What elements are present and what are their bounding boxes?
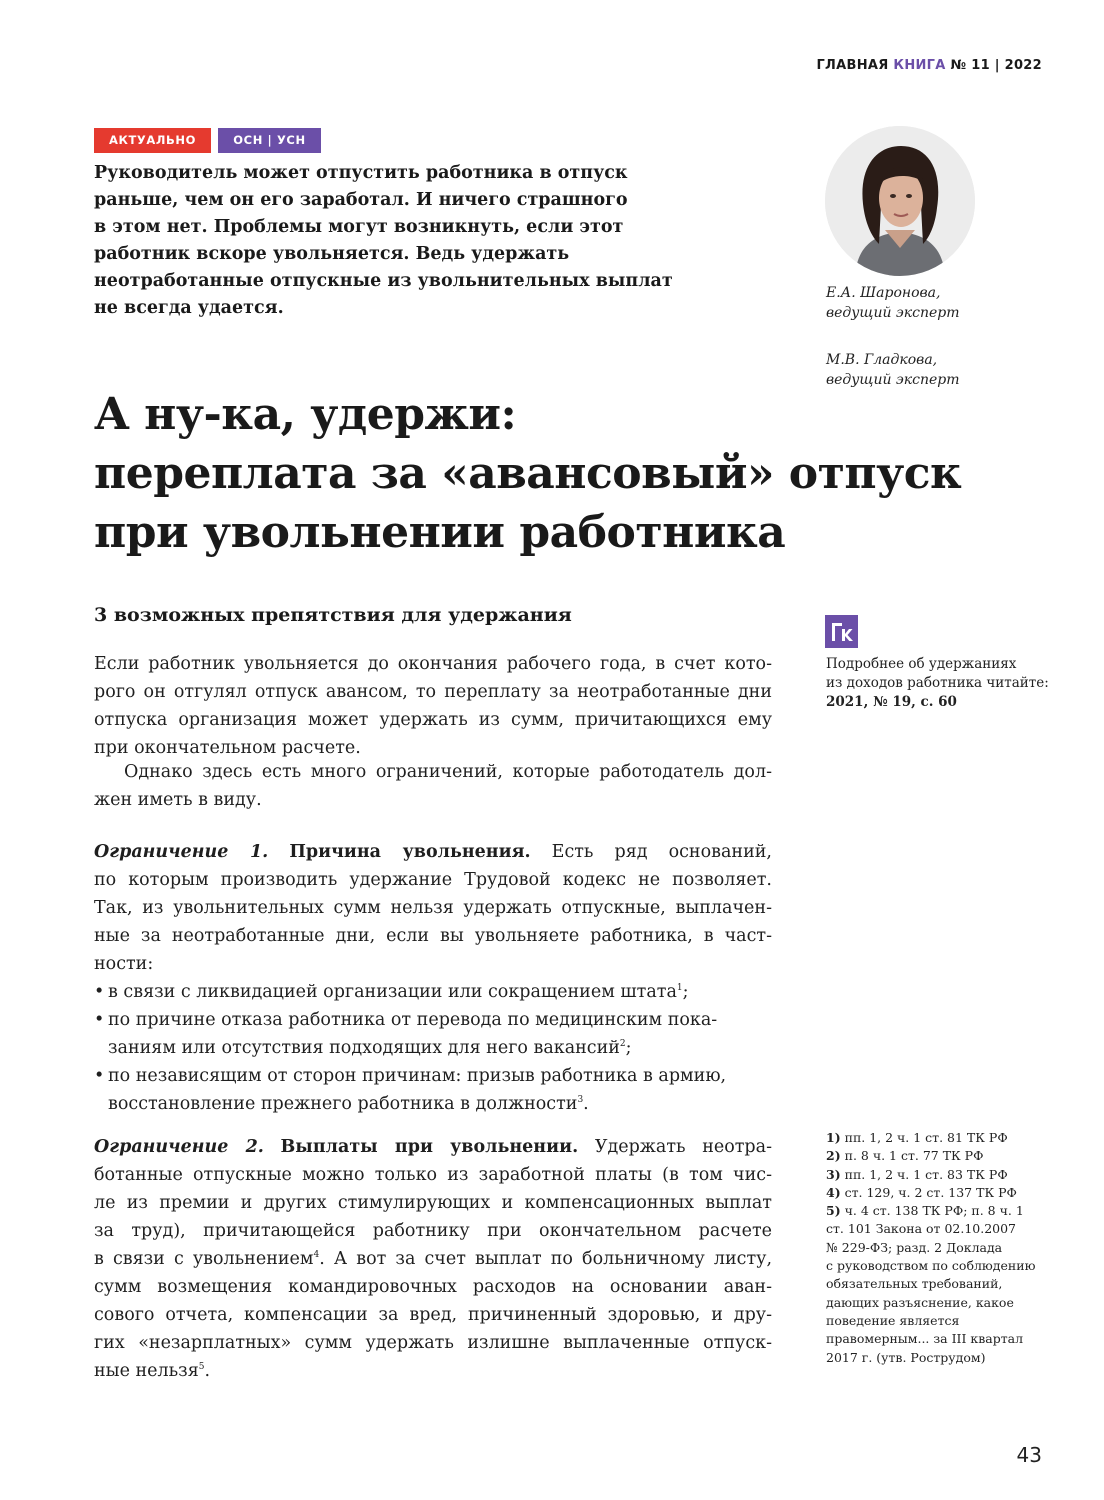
bullet-icon: • [94,982,105,1002]
bullet-item-continued: заниям или отсутствия подходящих для него вакансий$^2$; [108,1038,632,1058]
footnote-line: правомерным... за III квартал [826,1331,1024,1347]
body-text: Удержать неотра- [594,1137,772,1157]
body-line: рого он отгулял отпуск авансом, то переплату за неотработанные дни [94,682,772,702]
bullet-item: • в связи с ликвидацией организации или сокращением штата$^1$; [94,978,772,1006]
limitation-1 [94,838,772,1118]
limitation-1-label: Ограничение 1. [94,842,269,862]
limitation-2 [94,1133,772,1385]
page-number: 43 [1016,1443,1042,1467]
footnotes [826,1129,1035,1367]
author-name: М.В. Гладкова, [826,352,938,368]
footnote-item: 2) п. 8 ч. 1 ст. 77 ТК РФ [826,1148,984,1164]
bullet-icon: • [94,1010,105,1030]
author-role: ведущий эксперт [826,305,960,321]
footnote-line: ст. 101 Закона от 02.10.2007 [826,1221,1017,1237]
author-1 [826,283,960,323]
body-line: в связи с увольнением$^4$. А вот за счет выплат по больничному листу, [94,1249,773,1269]
footnote-item: 5) ч. 4 ст. 138 ТК РФ; п. 8 ч. 1 [826,1203,1024,1219]
lead-paragraph [94,160,774,322]
body-line: Однако здесь есть много ограничений, которые работодатель дол- [124,762,772,782]
body-line: ботанные отпускные можно только из заработной платы (в том чис- [94,1165,772,1185]
gk-logo-icon [825,615,858,648]
limitation-2-label: Ограничение 2. [94,1137,264,1157]
note-line: из доходов работника читайте: [826,675,1049,691]
footnote-line: обязательных требований, [826,1276,1003,1292]
footnote-item: 3) пп. 1, 2 ч. 1 ст. 83 ТК РФ [826,1166,1008,1182]
bullet-item: • по причине отказа работника от перевода по медицинским пока- [94,1006,772,1034]
footnote-ref: 1 [676,983,683,994]
author-portrait-icon [825,126,975,276]
note-line: Подробнее об удержаниях [826,656,1017,672]
bullet-icon: • [94,1066,105,1086]
brand-part2: КНИГА [893,58,946,73]
limitation-2-heading: Выплаты при увольнении. [280,1137,579,1157]
limitation-2-first-line [94,1133,772,1161]
lead-line: не всегда удается. [94,298,284,318]
body-line: отпуска организация может удержать из сумм, причитающихся ему [94,710,772,730]
body-line: за труд), причитающейся работнику при окончательном расчете [94,1221,772,1241]
body-line: Так, из увольнительных сумм нельзя удержать отпускные, выплачен- [94,898,772,918]
author-2 [826,350,960,390]
title-line: переплата за «авансовый» отпуск [94,448,962,499]
footnote-line: дающих разъяснение, какое [826,1294,1014,1310]
issue-number: № 11 | 2022 [950,58,1042,73]
footnote-line: 2017 г. (утв. Рострудом) [826,1349,986,1365]
tag-tax-regime: ОСН | УСН [218,128,321,153]
footnote-ref: 5 [198,1362,205,1373]
author-photo [825,126,975,276]
footnote-line: с руководством по соблюдению [826,1258,1036,1274]
intro-paragraph-1 [94,650,772,762]
footnote-ref: 4 [313,1250,320,1261]
intro-paragraph-2 [94,758,772,814]
article-title [94,385,1054,562]
body-line: ные нельзя$^5$. [94,1361,211,1381]
related-article-note [826,655,1049,712]
footnote-line: поведение является [826,1312,960,1328]
bullet-item-continued: восстановление прежнего работника в должности$^3$. [108,1094,589,1114]
body-line: при окончательном расчете. [94,738,361,758]
limitation-1-first-line [94,838,772,866]
author-role: ведущий эксперт [826,372,960,388]
bullet-item: • по независящим от сторон причинам: призыв работника в армию, [94,1062,772,1090]
body-line: сумм возмещения командировочных расходов на основании аван- [94,1277,772,1297]
lead-line: работник вскоре увольняется. Ведь удержать [94,244,570,264]
body-line: сового отчета, компенсации за вред, причиненный здоровью, и дру- [94,1305,772,1325]
author-name: Е.А. Шаронова, [826,285,941,301]
body-line: по которым производить удержание Трудовой кодекс не позволяет. [94,870,772,890]
title-line: А ну-ка, удержи: [94,389,517,440]
body-line: ные за неотработанные дни, если вы увольняете работника, в част- [94,926,772,946]
body-line: ле из премии и других стимулирующих и компенсационных выплат [94,1193,772,1213]
lead-line: неотработанные отпускные из увольнительных выплат [94,271,673,291]
tag-actual: АКТУАЛЬНО [94,128,211,153]
lead-line: в этом нет. Проблемы могут возникнуть, если этот [94,217,624,237]
note-reference[interactable]: 2021, № 19, с. 60 [826,694,957,710]
section-heading: 3 возможных препятствия для удержания [94,604,572,626]
title-line: при увольнении работника [94,507,786,558]
limitation-1-heading: Причина увольнения. [289,842,531,862]
body-text: Есть ряд оснований, [551,842,772,862]
footnote-ref: 2 [619,1039,626,1050]
body-line: гих «незарплатных» сумм удержать излишне выплаченные отпуск- [94,1333,772,1353]
footnote-item: 1) пп. 1, 2 ч. 1 ст. 81 ТК РФ [826,1130,1008,1145]
lead-line: Руководитель может отпустить работника в отпуск [94,163,628,183]
footnote-line: № 229-ФЗ; разд. 2 Доклада [826,1239,1003,1255]
footnote-ref: 3 [577,1095,584,1106]
body-line: ности: [94,954,154,974]
running-head [816,58,1042,73]
body-line: Если работник увольняется до окончания рабочего года, в счет кото- [94,654,772,674]
brand-part1: ГЛАВНАЯ [816,58,889,73]
footnote-item: 4) ст. 129, ч. 2 ст. 137 ТК РФ [826,1184,1017,1200]
body-line: жен иметь в виду. [94,790,262,810]
lead-line: раньше, чем он его заработал. И ничего страшного [94,190,628,210]
